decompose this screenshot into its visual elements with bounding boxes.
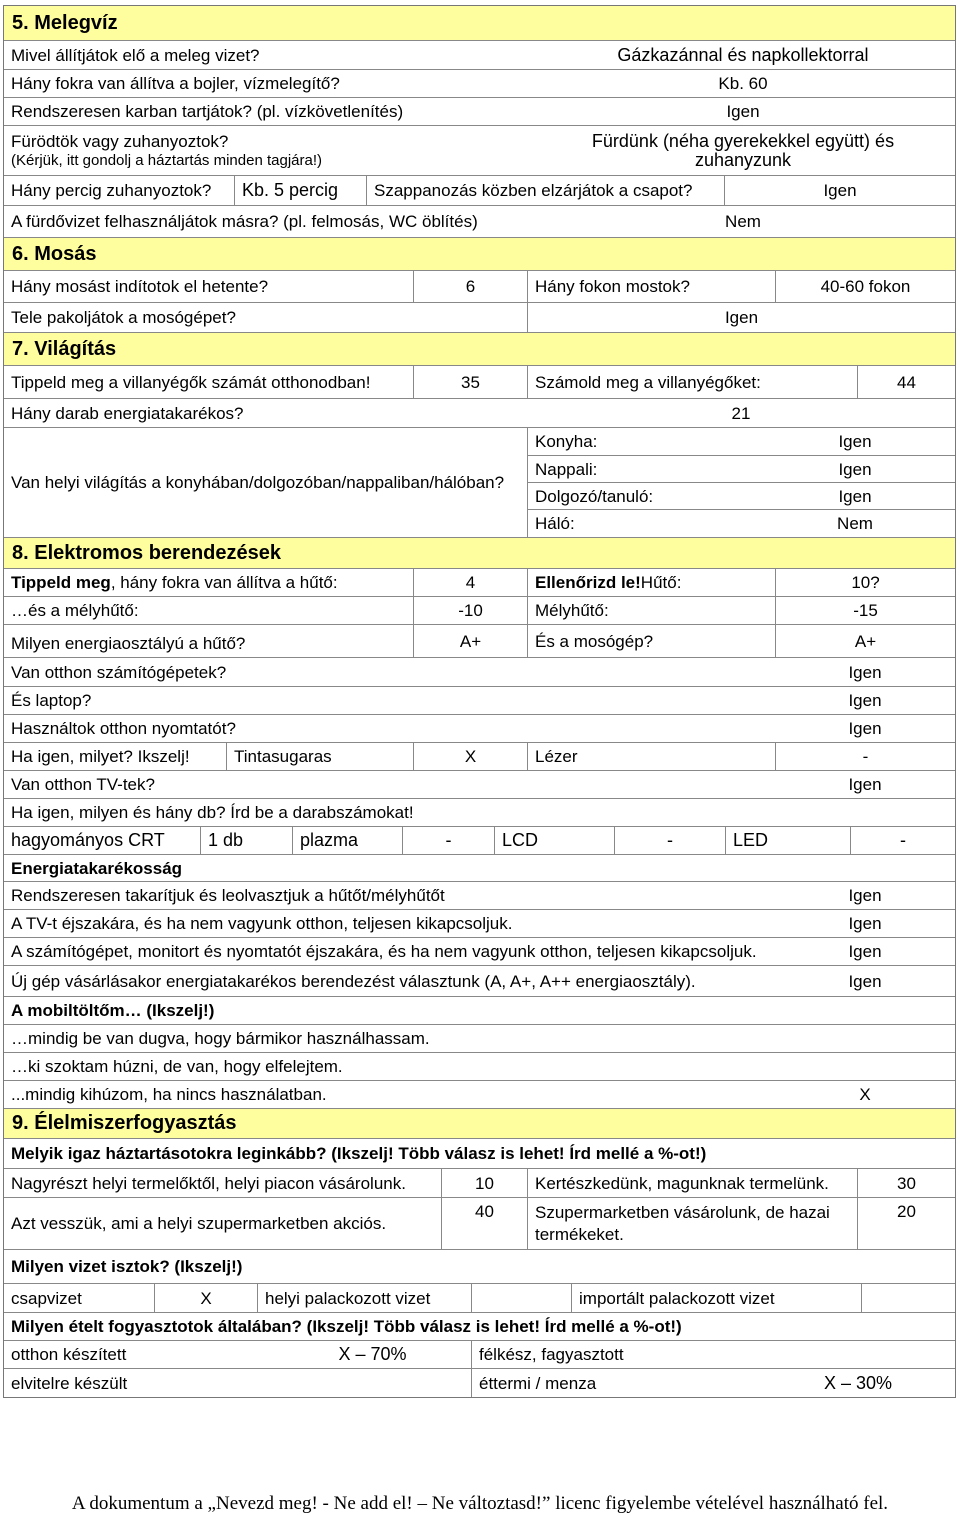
answer-cell: Fürdünk (néha gyerekekkel együtt) és zuhanyzunk xyxy=(591,130,895,170)
option-label: plazma xyxy=(292,827,402,854)
answer-cell: Igen xyxy=(527,303,955,332)
option-label: éttermi / menza xyxy=(471,1369,761,1397)
answer-cell: 40-60 fokon xyxy=(775,271,955,302)
question-cell: Hány fokon mostok? xyxy=(527,271,775,302)
question-cell: Ha igen, milyet? Ikszelj! xyxy=(11,747,190,766)
table-row xyxy=(4,965,955,996)
question-bold: Tippeld meg xyxy=(11,573,111,592)
question-cell: A számítógépet, monitort és nyomtatót éjszakára, és ha nem vagyunk otthon, teljesen kikapcsoljuk. xyxy=(11,942,757,961)
option-label: Azt vesszük, ami a helyi szupermarketben akciós. xyxy=(11,1214,387,1233)
table-row xyxy=(4,1024,955,1052)
answer-cell: 10 xyxy=(441,1169,527,1197)
question-cell: Rendszeresen karban tartjátok? (pl. vízkövetlenítés) xyxy=(11,102,404,121)
answer-cell: Igen xyxy=(848,942,882,961)
room-label: Dolgozó/tanuló: xyxy=(535,486,654,506)
question-cell xyxy=(4,126,531,175)
section-title: 5. Melegvíz xyxy=(4,6,955,40)
question-cell: A TV-t éjszakára, és ha nem vagyunk otthon, teljesen kikapcsoljuk. xyxy=(11,914,513,933)
table-row xyxy=(4,205,955,237)
option-label: Szupermarketben vásárolunk, de hazai termékeket. xyxy=(527,1198,857,1249)
table-row xyxy=(4,937,955,965)
question-cell: Van otthon TV-tek? xyxy=(11,775,155,794)
option-label: Lézer xyxy=(527,743,775,770)
option-label: Kertészkedünk, magunknak termelünk. xyxy=(527,1169,857,1197)
table-row xyxy=(4,996,955,1024)
option-label: félkész, fagyasztott xyxy=(471,1341,761,1368)
question-cell: És laptop? xyxy=(11,691,92,710)
question-cell: …és a mélyhűtő: xyxy=(11,601,139,620)
question-text: Fürödtök vagy zuhanyoztok? xyxy=(11,131,229,151)
question-cell: Hány percig zuhanyoztok? xyxy=(11,181,212,200)
room-answer: Igen xyxy=(838,486,872,506)
subsection-title: A mobiltöltőm… (Ikszelj!) xyxy=(11,1001,215,1020)
answer-cell: A+ xyxy=(775,625,955,657)
answer-cell: X xyxy=(859,1085,871,1104)
answer-cell xyxy=(274,1369,471,1397)
option-label: LED xyxy=(725,827,850,854)
answer-cell: Igen xyxy=(848,971,882,991)
answer-cell: -10 xyxy=(413,597,527,624)
option-label: helyi palackozott vizet xyxy=(257,1284,471,1312)
table-row xyxy=(4,1080,955,1108)
room-row xyxy=(528,455,955,482)
table-row xyxy=(4,826,955,854)
license-footer: A dokumentum a „Nevezd meg! - Ne add el! – Ne változtasd!” licenc figyelembe vételével használható fel. xyxy=(71,1493,889,1514)
table-row xyxy=(4,1138,955,1168)
table-row xyxy=(4,1340,955,1368)
table-row xyxy=(4,1368,955,1397)
answer-cell: Gázkazánnal és napkollektorral xyxy=(617,44,869,65)
table-row xyxy=(4,770,955,798)
question-cell: Melyik igaz háztartásotokra leginkább? (Ikszelj! Több válasz is lehet! Írd mellé a %-ot!) xyxy=(11,1144,707,1163)
table-row xyxy=(4,125,955,175)
option-label: LCD xyxy=(494,827,614,854)
question-cell: Hány fokra van állítva a bojler, vízmelegítő? xyxy=(11,74,340,93)
answer-cell xyxy=(775,1053,955,1080)
question-note: (Kérjük, itt gondolj a háztartás minden tagjára!) xyxy=(11,151,322,169)
table-row xyxy=(4,1168,955,1197)
answer-cell: Igen xyxy=(848,775,882,794)
question-cell: Van helyi világítás a konyhában/dolgozóban/nappaliban/hálóban? xyxy=(11,473,505,492)
question-cell: Szappanozás közben elzárjátok a csapot? xyxy=(366,176,724,205)
question-cell: Milyen ételt fogyasztotok általában? (Ikszelj! Több válasz is lehet! Írd mellé a %-ot!) xyxy=(11,1317,682,1336)
section-header-8 xyxy=(4,537,955,568)
question-text: , hány fokra van állítva a hűtő: xyxy=(110,573,338,592)
answer-cell: 6 xyxy=(413,271,527,302)
answer-cell: Igen xyxy=(724,176,955,205)
answer-cell: 30 xyxy=(857,1169,955,1197)
answer-cell: X xyxy=(154,1284,257,1312)
room-list xyxy=(527,428,955,537)
table-row xyxy=(4,69,955,97)
section-header-9 xyxy=(4,1108,955,1138)
room-answer: Nem xyxy=(837,513,873,533)
question-cell: Milyen energiaosztályú a hűtő? xyxy=(11,634,246,653)
question-cell: A fürdővizet felhasználjátok másra? (pl. felmosás, WC öblítés) xyxy=(11,212,478,231)
answer-cell: X – 70% xyxy=(338,1344,407,1364)
subsection-title: Energiatakarékosság xyxy=(11,858,183,878)
answer-cell: - xyxy=(402,827,494,854)
answer-cell: Igen xyxy=(848,914,882,933)
answer-cell: Igen xyxy=(726,102,760,121)
table-row xyxy=(4,40,955,69)
section-title: 9. Élelmiszerfogyasztás xyxy=(4,1109,955,1138)
section-header-7 xyxy=(4,332,955,365)
answer-cell: - xyxy=(775,743,955,770)
section-title: 8. Elektromos berendezések xyxy=(4,538,955,568)
question-cell: Használtok otthon nyomtatót? xyxy=(11,719,236,738)
answer-cell: Kb. 5 percig xyxy=(234,176,366,205)
question-cell: Mélyhűtő: xyxy=(527,597,775,624)
question-cell: Hány mosást indítotok el hetente? xyxy=(11,277,269,296)
table-row xyxy=(4,1283,955,1312)
table-row xyxy=(4,596,955,624)
answer-cell: 4 xyxy=(413,569,527,596)
question-cell: …ki szoktam húzni, de van, hogy elfelejtem. xyxy=(11,1057,343,1076)
answer-cell: Nem xyxy=(725,212,761,231)
question-cell: Van otthon számítógépetek? xyxy=(11,662,227,682)
table-row xyxy=(4,714,955,742)
option-label: importált palackozott vizet xyxy=(571,1284,861,1312)
section-header-6 xyxy=(4,237,955,270)
answer-cell: -15 xyxy=(775,597,955,624)
question-cell: És a mosógép? xyxy=(527,625,775,657)
question-cell: Számold meg a villanyégőket: xyxy=(527,366,857,398)
option-label: elvitelre készült xyxy=(11,1373,128,1393)
answer-cell: 21 xyxy=(731,403,751,423)
answer-cell: 40 xyxy=(441,1198,527,1249)
question-cell: Rendszeresen takarítjuk és leolvasztjuk a hűtőt/mélyhűtőt xyxy=(11,886,445,905)
answer-cell: X – 30% xyxy=(823,1372,893,1393)
option-label: Tintasugaras xyxy=(226,743,413,770)
answer-cell: Igen xyxy=(848,691,882,710)
room-answer: Igen xyxy=(838,432,872,451)
option-label: hagyományos CRT xyxy=(11,830,165,850)
table-row xyxy=(4,398,955,427)
room-answer: Igen xyxy=(838,459,872,479)
option-label: csapvizet xyxy=(11,1288,82,1308)
answer-cell xyxy=(775,1025,955,1052)
question-cell xyxy=(527,569,775,596)
question-bold: Ellenőrizd le! xyxy=(535,573,641,592)
table-row xyxy=(4,175,955,205)
room-row xyxy=(528,428,955,455)
table-row xyxy=(4,568,955,596)
question-cell xyxy=(4,569,413,596)
table-row xyxy=(4,624,955,657)
question-text: Hűtő: xyxy=(640,573,682,592)
table-row xyxy=(4,427,955,537)
table-row xyxy=(4,302,955,332)
question-cell: …mindig be van dugva, hogy bármikor használhassam. xyxy=(11,1029,430,1048)
answer-cell: Kb. 60 xyxy=(718,74,768,93)
answer-cell: Igen xyxy=(848,886,882,905)
question-cell: Tippeld meg a villanyégők számát otthonodban! xyxy=(11,372,371,392)
table-row xyxy=(4,881,955,909)
question-cell: Tele pakoljátok a mosógépet? xyxy=(11,308,236,327)
answer-cell: 44 xyxy=(857,366,955,398)
section-header-5 xyxy=(4,6,955,40)
question-cell: Milyen vizet isztok? (Ikszelj!) xyxy=(11,1257,243,1276)
answer-cell xyxy=(761,1341,955,1368)
table-row xyxy=(4,798,955,826)
question-cell: Új gép vásárlásakor energiatakarékos berendezést választunk (A, A+, A++ energiaosztály). xyxy=(11,971,696,991)
answer-cell: - xyxy=(850,827,955,854)
table-row xyxy=(4,1052,955,1080)
question-cell: Mivel állítjátok elő a meleg vizet? xyxy=(11,45,260,65)
table-row xyxy=(4,1197,955,1249)
table-row xyxy=(4,270,955,302)
question-cell: Hány darab energiatakarékos? xyxy=(11,403,244,423)
answer-cell: 35 xyxy=(413,366,527,398)
room-label: Konyha: xyxy=(535,432,598,451)
table-row xyxy=(4,1312,955,1340)
table-row xyxy=(4,97,955,125)
section-title: 6. Mosás xyxy=(4,238,955,270)
table-row xyxy=(4,742,955,770)
answer-cell: Igen xyxy=(848,719,882,738)
table-row xyxy=(4,657,955,686)
table-row xyxy=(4,365,955,398)
answer-cell: 10? xyxy=(775,569,955,596)
table-row xyxy=(4,686,955,714)
answer-cell xyxy=(861,1284,955,1312)
questionnaire xyxy=(3,5,956,1398)
table-row xyxy=(4,1249,955,1283)
room-row xyxy=(528,509,955,536)
option-label: otthon készített xyxy=(11,1345,127,1364)
option-label: Nagyrészt helyi termelőktől, helyi piacon vásárolunk. xyxy=(11,1173,406,1193)
room-label: Nappali: xyxy=(535,459,598,479)
answer-cell: 20 xyxy=(857,1198,955,1249)
room-row xyxy=(528,482,955,509)
answer-cell: Igen xyxy=(848,662,882,682)
section-title: 7. Világítás xyxy=(4,333,955,365)
room-label: Háló: xyxy=(535,513,575,533)
table-row xyxy=(4,909,955,937)
question-cell: ...mindig kihúzom, ha nincs használatban. xyxy=(11,1085,327,1104)
table-row xyxy=(4,854,955,881)
answer-cell xyxy=(471,1284,571,1312)
answer-cell: X xyxy=(413,743,527,770)
answer-cell: A+ xyxy=(413,625,527,657)
answer-cell: - xyxy=(614,827,725,854)
question-cell: Ha igen, milyen és hány db? Írd be a darabszámokat! xyxy=(11,803,414,822)
answer-cell: 1 db xyxy=(200,827,292,854)
